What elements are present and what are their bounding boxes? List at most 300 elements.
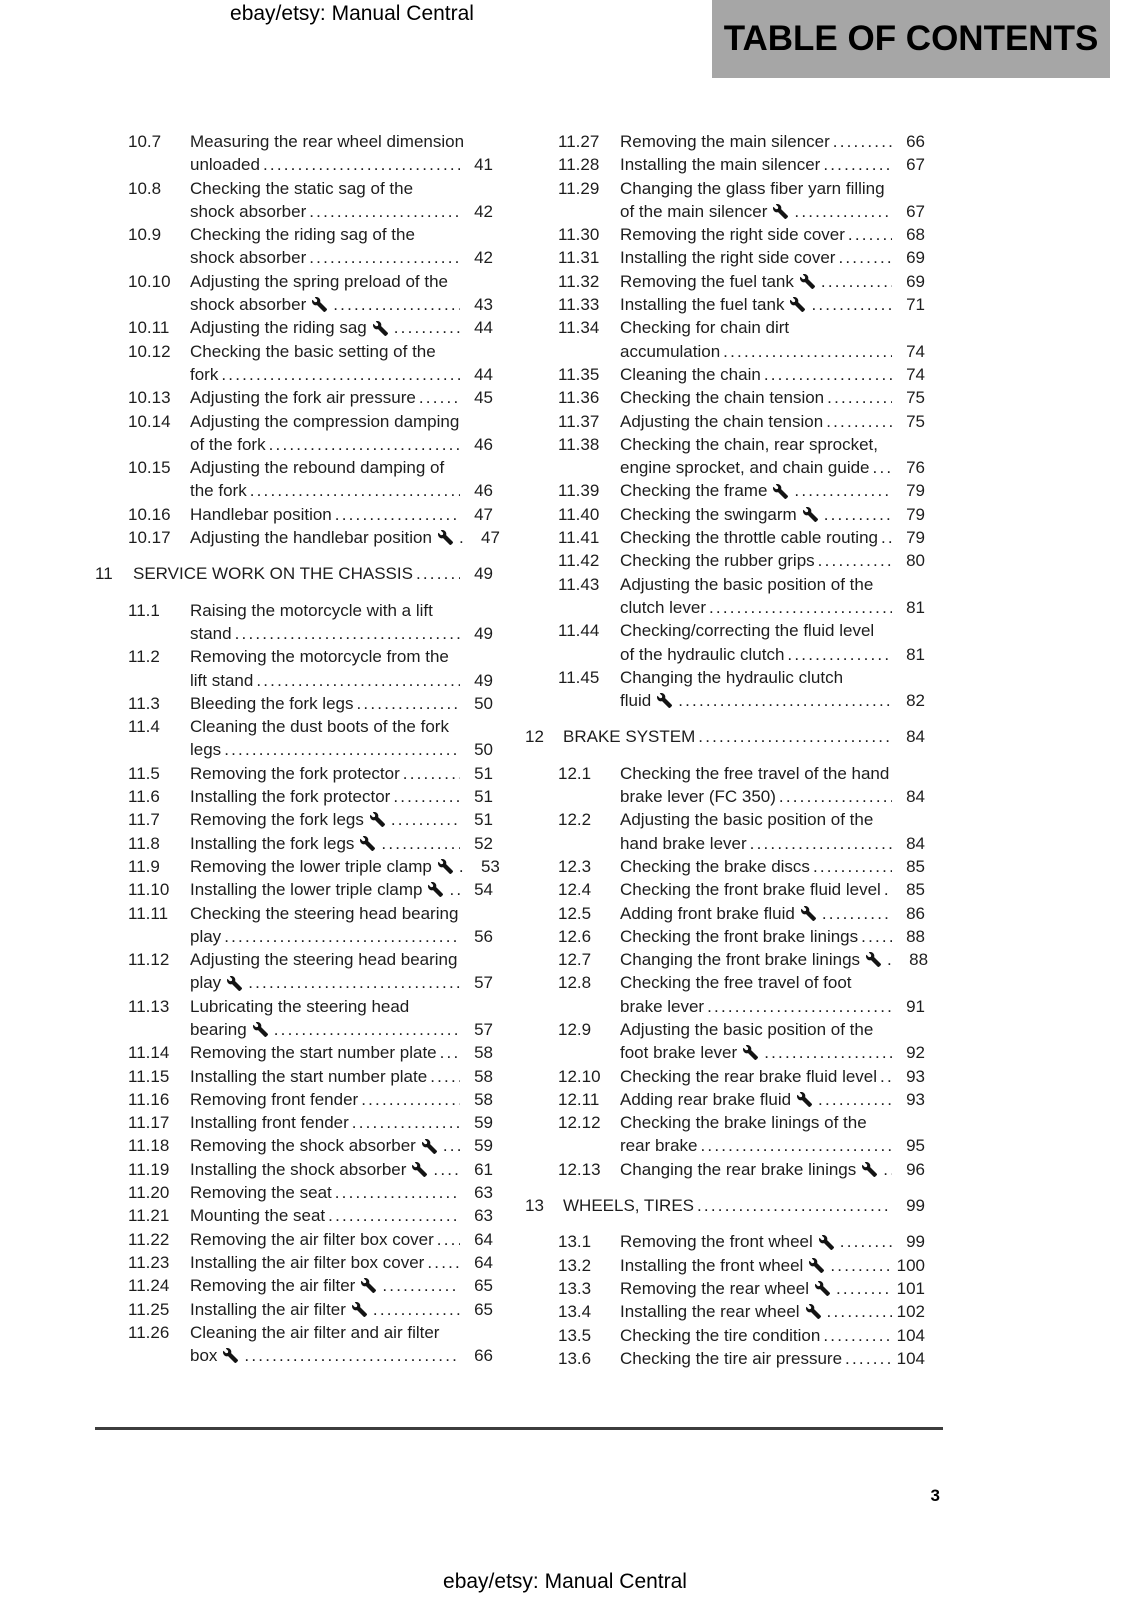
item-title-text: Adjusting the basic position of the [620, 1019, 874, 1039]
item-number: 12.8 [558, 973, 592, 993]
item-number: 10.9 [128, 225, 162, 245]
item-title-text: unloaded [190, 155, 260, 175]
item-title-text: box [190, 1346, 218, 1366]
toc-item [128, 902, 493, 949]
toc-item [128, 948, 493, 995]
site-header-label: ebay/etsy: Manual Central [230, 2, 474, 25]
toc-item [128, 878, 493, 901]
page-ref: 84 [906, 787, 925, 807]
toc-item [128, 692, 493, 715]
item-number: 13.3 [558, 1278, 592, 1298]
item-body [620, 808, 925, 855]
toc-item [128, 1298, 493, 1321]
item-title-text: Changing the front brake linings [620, 950, 861, 970]
toc-item [128, 1134, 493, 1157]
item-body [190, 456, 493, 503]
item-body [190, 715, 493, 762]
page-ref: 85 [906, 856, 925, 876]
toc-item [128, 1251, 493, 1274]
toc-item [128, 1228, 493, 1251]
item-body [620, 1018, 925, 1065]
item-title-line [190, 1158, 493, 1181]
item-body [620, 855, 925, 878]
page-ref: 50 [474, 693, 493, 713]
item-title-text: Adjusting the basic position of the [620, 810, 874, 830]
item-title-line [620, 293, 925, 316]
item-title-line [190, 503, 493, 526]
item-title-line [620, 1324, 925, 1347]
item-title-line [620, 902, 925, 925]
item-title-text: Adjusting the spring preload of the [190, 271, 449, 291]
page-ref: 64 [474, 1252, 493, 1272]
dot-leader [256, 669, 460, 692]
dot-leader [309, 200, 460, 223]
dot-leader [248, 971, 460, 994]
dot-leader [459, 855, 467, 878]
item-body [190, 1228, 493, 1251]
item-number: 11.19 [128, 1159, 170, 1179]
item-number: 11.9 [128, 856, 160, 876]
item-title-text: Removing the air filter [190, 1276, 356, 1296]
wrench-icon [437, 859, 454, 874]
item-title-line [620, 619, 925, 642]
dot-leader [357, 692, 461, 715]
page-ref: 59 [474, 1136, 493, 1156]
item-number: 10.11 [128, 318, 170, 338]
page-ref: 93 [906, 1089, 925, 1109]
page-ref: 47 [481, 528, 500, 548]
item-number: 10.15 [128, 458, 171, 478]
dot-leader [678, 689, 892, 712]
item-title-text: Installing front fender [190, 1113, 349, 1133]
item-number: 10.14 [128, 411, 171, 431]
item-number: 11.8 [128, 833, 160, 853]
page-ref: 56 [474, 926, 493, 946]
wrench-icon [311, 297, 328, 312]
item-title-text: Raising the motorcycle with a lift [190, 600, 433, 620]
item-title-line [190, 855, 500, 878]
item-number: 11.7 [128, 810, 160, 830]
page-ref: 66 [906, 132, 925, 151]
item-title-text: Bleeding the fork legs [190, 693, 354, 713]
page-ref: 58 [474, 1066, 493, 1086]
section-title: WHEELS, TIRES [563, 1196, 694, 1216]
toc-item [558, 177, 925, 224]
toc-item [128, 1274, 493, 1297]
item-title-text: Removing the motorcycle from the [190, 647, 449, 667]
item-number: 11.22 [128, 1229, 170, 1249]
page-ref: 84 [906, 727, 925, 747]
page-ref: 92 [906, 1043, 925, 1063]
toc-item [558, 971, 925, 1018]
item-title-line [620, 1065, 925, 1088]
wrench-icon [252, 1022, 269, 1037]
item-title-text: Cleaning the chain [620, 364, 761, 384]
item-number: 10.17 [128, 528, 171, 548]
dot-leader [433, 1158, 460, 1181]
dot-leader [818, 1088, 892, 1111]
page-ref: 42 [474, 201, 493, 221]
item-title-text: play [190, 973, 222, 993]
item-number: 11.30 [558, 225, 600, 245]
wrench-icon [742, 1045, 759, 1060]
item-title-line [190, 878, 493, 901]
item-body [190, 1041, 493, 1064]
dot-leader [813, 855, 892, 878]
dot-leader [224, 738, 460, 761]
item-body [190, 1204, 493, 1227]
item-title-line [620, 878, 925, 901]
wrench-icon [796, 1092, 813, 1107]
item-title-line [190, 715, 493, 738]
toc-item [558, 363, 925, 386]
page-ref: 100 [896, 1255, 925, 1275]
item-number: 12.11 [558, 1089, 600, 1109]
item-title-text: Checking the throttle cable routing [620, 528, 878, 548]
item-title-text: Removing the fork legs [190, 810, 364, 830]
item-title-line [620, 200, 925, 223]
dot-leader [861, 925, 892, 948]
item-title-text: Checking the steering head bearing [190, 903, 459, 923]
item-number: 11.43 [558, 574, 600, 594]
page-ref: 82 [906, 691, 925, 711]
dot-leader [709, 596, 892, 619]
page-ref: 101 [896, 1278, 925, 1298]
item-body [190, 832, 493, 855]
item-body [620, 293, 925, 316]
page-ref: 58 [474, 1043, 493, 1063]
item-number: 11.24 [128, 1276, 170, 1296]
item-title-line [620, 1347, 925, 1370]
dot-leader [440, 1041, 460, 1064]
item-title-line [190, 363, 493, 386]
item-title-line [620, 971, 925, 994]
item-title-text: play [190, 926, 222, 946]
page-ref: 93 [906, 1066, 925, 1086]
item-title-text: Checking the frame [620, 481, 768, 501]
item-number: 11.17 [128, 1113, 170, 1133]
toc-item [558, 925, 925, 948]
item-title-text: Checking the chain, rear sprocket, [620, 434, 878, 454]
item-title-text: Adding front brake fluid [620, 903, 795, 923]
item-body [620, 619, 925, 666]
item-body [620, 925, 925, 948]
item-title-text: Checking the tire air pressure [620, 1348, 843, 1368]
item-title-line [620, 1300, 925, 1323]
page-ref: 63 [474, 1206, 493, 1226]
toc-item [128, 1158, 493, 1181]
item-body [190, 386, 493, 409]
toc-item [128, 270, 493, 317]
dot-leader [833, 130, 892, 153]
toc-item [558, 808, 925, 855]
page-ref: 58 [474, 1089, 493, 1109]
item-body [190, 599, 493, 646]
item-body [190, 902, 493, 949]
page-ref: 53 [480, 856, 500, 876]
item-title-line [620, 153, 925, 176]
item-body [190, 878, 493, 901]
dot-leader [821, 270, 892, 293]
item-body [190, 177, 493, 224]
item-title-line [620, 340, 925, 363]
item-body [620, 177, 925, 224]
footer-rule [95, 1427, 943, 1430]
item-number: 11.20 [128, 1183, 170, 1203]
item-body [190, 316, 493, 339]
item-title-text: Removing the seat [190, 1183, 332, 1203]
item-number: 11.1 [128, 600, 160, 620]
item-title-line [190, 995, 493, 1018]
wrench-icon [427, 882, 444, 897]
page-ref: 75 [906, 411, 925, 431]
dot-leader [403, 762, 460, 785]
item-title-text: Adding rear brake fluid [620, 1089, 792, 1109]
item-number: 11.29 [558, 178, 600, 198]
section-number: 12 [525, 727, 544, 747]
page-number: 3 [930, 1486, 940, 1505]
dot-leader [827, 386, 892, 409]
toc-item [558, 948, 929, 971]
item-title-text: fluid [620, 691, 652, 711]
item-title-line [190, 1251, 493, 1274]
page-ref: 64 [474, 1229, 493, 1249]
toc-item [558, 386, 925, 409]
item-number: 12.7 [558, 950, 592, 970]
item-title-line [620, 925, 925, 948]
item-body [190, 855, 500, 878]
item-body [620, 549, 925, 572]
item-title-line [620, 410, 925, 433]
item-body [620, 503, 925, 526]
dot-leader [811, 293, 892, 316]
page-ref: 65 [474, 1276, 493, 1296]
dot-leader [393, 785, 460, 808]
item-title-line [190, 316, 493, 339]
item-title-line [190, 622, 493, 645]
item-title-text: Lubricating the steering head [190, 996, 410, 1016]
item-title-line [620, 479, 925, 502]
item-number: 11.26 [128, 1322, 170, 1342]
item-title-line [620, 1230, 925, 1253]
toc-right-column [525, 130, 929, 1370]
page-ref: 65 [474, 1299, 493, 1319]
dot-leader [836, 1277, 892, 1300]
toc-item [558, 666, 925, 713]
item-body [190, 1158, 493, 1181]
item-title-line [620, 386, 925, 409]
item-title-text: Installing the front wheel [620, 1255, 804, 1275]
item-title-line [190, 808, 493, 831]
item-body [620, 386, 925, 409]
item-number: 12.2 [558, 810, 592, 830]
toc-item [128, 386, 493, 409]
page-ref: 79 [906, 481, 925, 501]
item-title-text: shock absorber [190, 201, 307, 221]
dot-leader [309, 246, 460, 269]
page-ref: 44 [474, 318, 493, 338]
item-title-line [190, 1041, 493, 1064]
item-title-text: Adjusting the steering head bearing [190, 950, 458, 970]
item-number: 10.13 [128, 388, 171, 408]
item-body [190, 410, 493, 457]
item-title-line [620, 503, 925, 526]
item-number: 12.9 [558, 1019, 592, 1039]
item-number: 11.37 [558, 411, 600, 431]
item-title-line [190, 1274, 493, 1297]
item-number: 11.10 [128, 880, 170, 900]
item-number: 11.27 [558, 132, 600, 151]
item-title-text: brake lever (FC 350) [620, 787, 776, 807]
toc-item [128, 599, 493, 646]
item-title-text: Checking the rear brake fluid level [620, 1066, 878, 1086]
dot-leader [838, 246, 892, 269]
page-ref: 44 [474, 364, 493, 384]
item-title-line [190, 599, 493, 622]
item-title-line [190, 925, 493, 948]
item-body [620, 363, 925, 386]
dot-leader [881, 526, 892, 549]
item-title-line [620, 995, 925, 1018]
page-ref: 71 [906, 295, 925, 315]
item-title-text: stand [190, 623, 232, 643]
item-title-text: of the fork [190, 434, 266, 454]
item-number: 11.14 [128, 1043, 170, 1063]
item-number: 13.2 [558, 1255, 592, 1275]
page-ref: 81 [906, 597, 925, 617]
toc-item [558, 1347, 925, 1370]
page-ref: 74 [906, 364, 925, 384]
item-title-text: Installing the shock absorber [190, 1159, 407, 1179]
page-ref: 51 [474, 787, 493, 807]
item-body [620, 971, 925, 1018]
toc-item [558, 549, 925, 572]
dot-leader [335, 1181, 460, 1204]
item-body [620, 878, 925, 901]
dot-leader [382, 1274, 460, 1297]
page-ref: 81 [906, 644, 925, 664]
item-title-text: Removing the rear wheel [620, 1278, 809, 1298]
item-title-line [190, 1204, 493, 1227]
dot-leader [427, 1251, 460, 1274]
item-body [620, 1277, 925, 1300]
item-title-line [190, 832, 493, 855]
page-ref: 45 [474, 388, 493, 408]
page-ref: 52 [474, 833, 493, 853]
dot-leader [443, 1134, 460, 1157]
toc-item [128, 1181, 493, 1204]
dot-leader [880, 1065, 892, 1088]
item-number: 11.31 [558, 248, 600, 268]
item-title-line [620, 832, 925, 855]
item-body [620, 1065, 925, 1088]
toc-item [128, 995, 493, 1042]
wrench-icon [372, 321, 389, 336]
item-title-text: Installing the air filter [190, 1299, 346, 1319]
item-number: 12.12 [558, 1113, 601, 1133]
item-body [190, 1298, 493, 1321]
item-number: 11.5 [128, 763, 160, 783]
page-ref: 50 [474, 740, 493, 760]
item-title-text: Handlebar position [190, 504, 332, 524]
wrench-icon [772, 484, 789, 499]
page-ref: 57 [474, 1019, 493, 1039]
item-title-text: Installing the fork legs [190, 833, 355, 853]
table-of-contents-banner [712, 0, 1110, 78]
page-ref: 69 [906, 248, 925, 268]
item-title-line [190, 1181, 493, 1204]
item-title-text: foot brake lever [620, 1043, 738, 1063]
item-title-line [190, 1065, 493, 1088]
item-body [190, 1111, 493, 1134]
item-number: 11.35 [558, 364, 600, 384]
dot-leader [697, 1194, 892, 1217]
dot-leader [416, 562, 460, 585]
item-title-line [190, 669, 493, 692]
item-title-line [620, 573, 925, 596]
item-body [620, 130, 925, 153]
toc-item [558, 316, 925, 363]
dot-leader [750, 832, 892, 855]
item-title-text: fork [190, 364, 219, 384]
toc-item [558, 1277, 925, 1300]
item-number: 11.25 [128, 1299, 170, 1319]
toc-item [128, 785, 493, 808]
toc-left-column [95, 130, 500, 1367]
item-title-text: Removing the start number plate [190, 1043, 437, 1063]
item-title-text: Installing the rear wheel [620, 1302, 800, 1322]
dot-leader [449, 878, 460, 901]
item-number: 11.33 [558, 295, 600, 315]
item-title-line [190, 410, 493, 433]
item-number: 11.13 [128, 996, 170, 1016]
toc-item [128, 130, 493, 177]
item-title-line [190, 762, 493, 785]
item-title-line [620, 1111, 925, 1134]
page-ref: 51 [474, 763, 493, 783]
page-title: TABLE OF CONTENTS [723, 19, 1099, 58]
item-title-text: Installing the start number plate [190, 1066, 428, 1086]
item-body [190, 808, 493, 831]
page-ref: 46 [474, 481, 493, 501]
item-title-line [190, 1111, 493, 1134]
item-body [190, 270, 493, 317]
item-title-line [620, 1018, 925, 1041]
item-title-line [190, 971, 493, 994]
item-number: 11.38 [558, 434, 600, 454]
dot-leader [848, 223, 892, 246]
item-title-line [620, 762, 925, 785]
dot-leader [352, 1111, 460, 1134]
toc-item [558, 130, 925, 153]
dot-leader [794, 200, 892, 223]
item-body [620, 479, 925, 502]
toc-section [95, 562, 493, 585]
item-title-text: lift stand [190, 670, 254, 690]
item-title-text: Adjusting the compression damping [190, 411, 460, 431]
item-body [620, 270, 925, 293]
item-number: 11.3 [128, 693, 160, 713]
item-body [620, 316, 925, 363]
toc-item [128, 1065, 493, 1088]
page-ref: 99 [906, 1232, 925, 1252]
item-number: 11.34 [558, 318, 600, 338]
dot-leader [224, 925, 460, 948]
dot-leader [274, 1018, 460, 1041]
dot-leader [827, 1300, 892, 1323]
item-number: 11.4 [128, 717, 160, 737]
dot-leader [764, 363, 892, 386]
